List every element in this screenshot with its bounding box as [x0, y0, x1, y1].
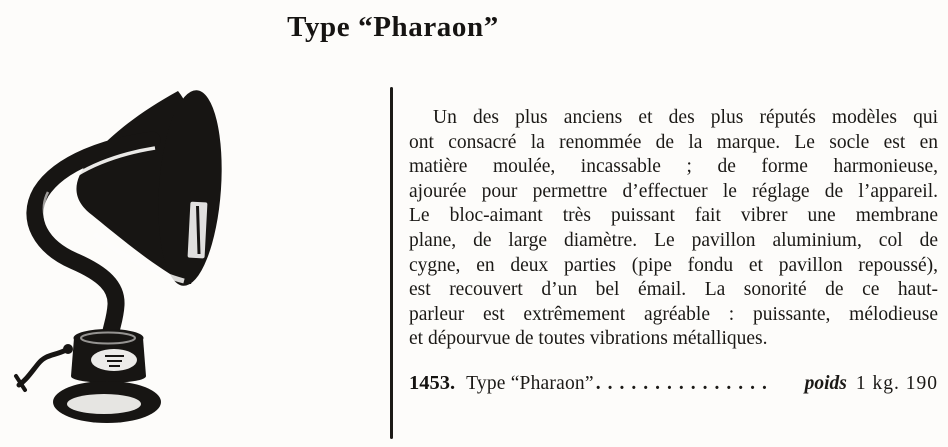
paragraph-line: Le bloc-aimant très puissant fait vibrer une membrane: [409, 205, 938, 227]
paragraph-line: plane, de large diamètre. Le pavillon aluminium, col de: [409, 229, 938, 251]
catalog-number: 1453.: [409, 372, 456, 394]
weight-label: poids: [804, 373, 847, 394]
paragraph-line: cygne, en deux parties (pipe fondu et pavillon repoussé),: [409, 254, 938, 276]
listing-product-name: Type “Pharaon”: [466, 373, 594, 394]
description-paragraph: [409, 106, 938, 352]
paragraph-line: et dépourvue de toutes vibrations métalliques.: [409, 328, 768, 350]
paragraph-line: ajourée pour permettre d’effectuer le réglage de l’appareil.: [409, 180, 938, 202]
weight-value: 1 kg. 190: [855, 373, 938, 394]
paragraph-line: matière moulée, incassable ; de forme harmonieuse,: [409, 156, 938, 178]
paragraph-line: ont consacré la renommée de la marque. Le socle est en: [409, 131, 938, 153]
paragraph-line: est recouvert d’un bel émail. La sonorité de ce haut-: [409, 279, 938, 301]
page-title: Type “Pharaon”: [287, 11, 499, 43]
horn-loudspeaker-illustration: [12, 84, 242, 434]
horn-loudspeaker-icon: [12, 84, 242, 434]
paragraph-line: Un des plus anciens et des plus réputés modèles qui: [433, 107, 938, 128]
vertical-rule-divider: [390, 87, 393, 439]
dotted-leader: ...............: [595, 373, 774, 394]
paragraph-line: parleur est extrêmement agréable : puissante, mélodieuse: [409, 303, 938, 325]
catalog-listing-row: [409, 372, 938, 395]
